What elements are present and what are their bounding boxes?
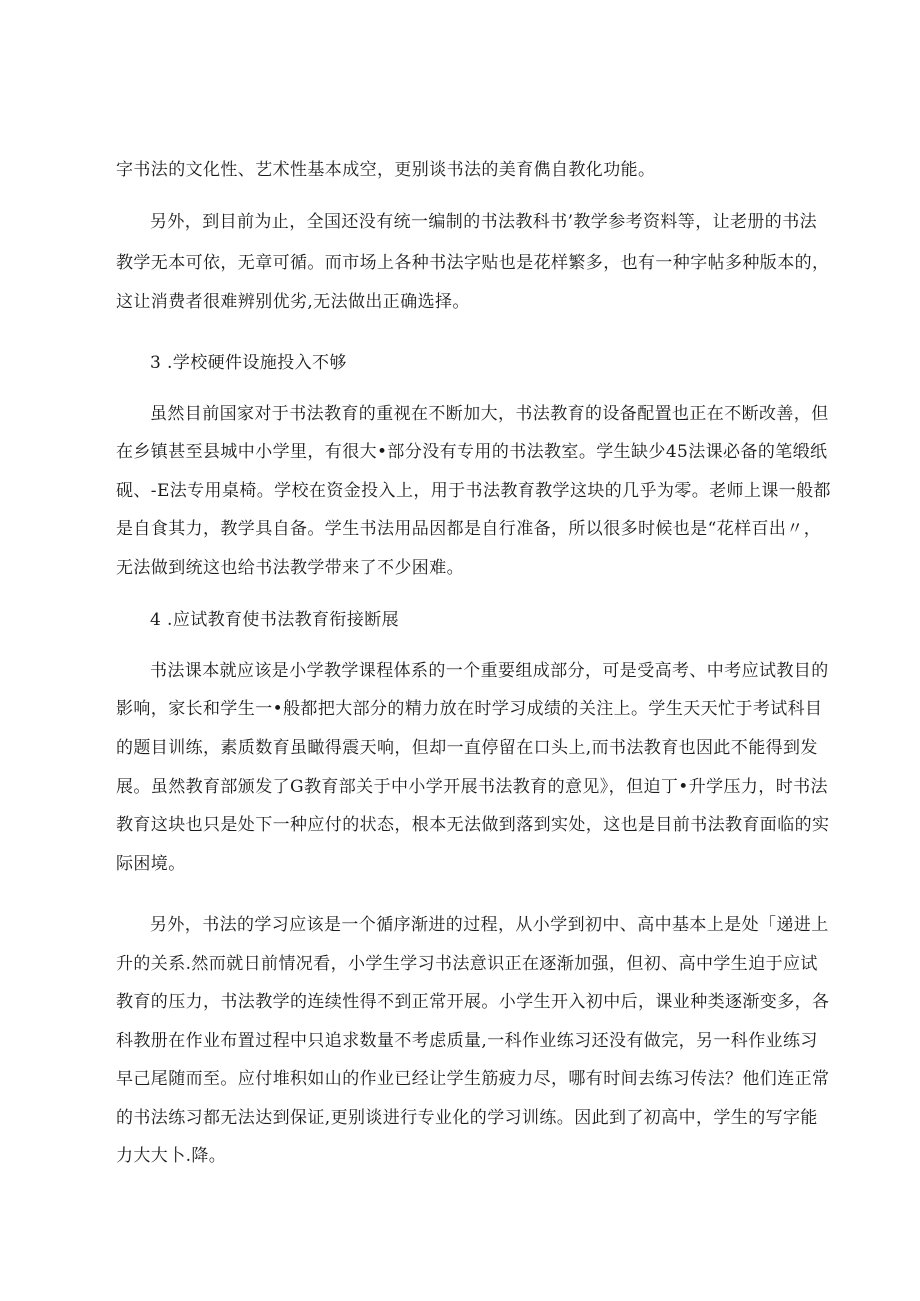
text-line: 书法课本就应该是小学教学课程体系的一个重要组成部分，可是受高考、中考应试教目的 bbox=[150, 661, 829, 681]
text-line: 砚、-E法专用桌椅。学校在资金投入上，用于书法教育教学这块的几乎为零。老师上课一般都 bbox=[116, 481, 831, 501]
text-line: 的题目训练，素质数育虽瞰得震天响，但却一直停留在口头上,而书法教育也因此不能得到发 bbox=[116, 738, 818, 758]
text-line: 在乡镇甚至县城中小学里，有很大•部分没有专用的书法教室。学生缺少45法课必备的笔缎纸 bbox=[116, 442, 828, 462]
text-line: 是自食其力，教学具自备。学生书法用品因都是自行准备，所以很多时候也是“花样百出〃， bbox=[116, 519, 822, 539]
text-line: 另外，书法的学习应该是一个循序渐进的过程，从小学到初中、高中基本上是处「递进上 bbox=[150, 915, 829, 935]
text-line: 的书法练习都无法达到保证,更别谈进行专业化的学习训练。因此到了初高中，学生的写字能 bbox=[116, 1108, 818, 1128]
section-heading: 4 .应试教育使书法教育衔接断展 bbox=[150, 610, 400, 630]
text-line: 早己尾随而至。应付堆积如山的作业已经让学生筋疲力尽，哪有时间去练习传法？他们连正常 bbox=[116, 1069, 830, 1089]
text-line: 教学无本可依，无章可循。而市场上各种书法字贴也是花样繁多，也有一种字帖多种版本的， bbox=[116, 253, 830, 273]
text-line: 字书法的文化性、艺术性基本成空，更别谈书法的美育儁自教化功能。 bbox=[116, 160, 656, 180]
text-line: 科教册在作业布置过程中只追求数量不考虑质量,一科作业练习还没有做完，另一科作业练习 bbox=[116, 1031, 818, 1051]
text-line: 这让消费者很难辨别优劣,无法做出正确选择。 bbox=[116, 292, 470, 312]
section-heading: 3 .学校硬件设施投入不够 bbox=[150, 353, 347, 373]
text-line: 力大大卜.降。 bbox=[116, 1146, 227, 1166]
text-line: 际困境。 bbox=[116, 854, 186, 874]
text-line: 展。虽然教育部颁发了G教育部关于中小学开展书法教育的意见》，但迫丁•升学压力，时书法 bbox=[116, 777, 828, 797]
text-line: 无法做到统这也给书法教学带来了不少困难。 bbox=[116, 558, 464, 578]
text-line: 教育的压力，书法教学的连续性得不到正常开展。小学生开入初中后，课业种类逐渐变多，各 bbox=[116, 992, 830, 1012]
text-line: 影响，家长和学生一•般都把大部分的精力放在时学习成绩的关注上。学生天天忙于考试科目 bbox=[116, 699, 823, 719]
text-line: 教育这块也只是处下一种应付的状态，根本无法做到落到实处，这也是目前书法教育面临的实 bbox=[116, 815, 830, 835]
text-line: 升的关系.然而就日前情况看，小学生学习书法意识正在逐渐加强，但初、高中学生迫于应试 bbox=[116, 954, 818, 974]
text-line: 虽然目前国家对于书法教育的重视在不断加大，书法教育的设备配置也正在不断改善，但 bbox=[150, 404, 829, 424]
text-line: 另外，到目前为止，全国还没有统一编制的书法教科书’教学参考资料等，让老册的书法 bbox=[150, 212, 818, 232]
